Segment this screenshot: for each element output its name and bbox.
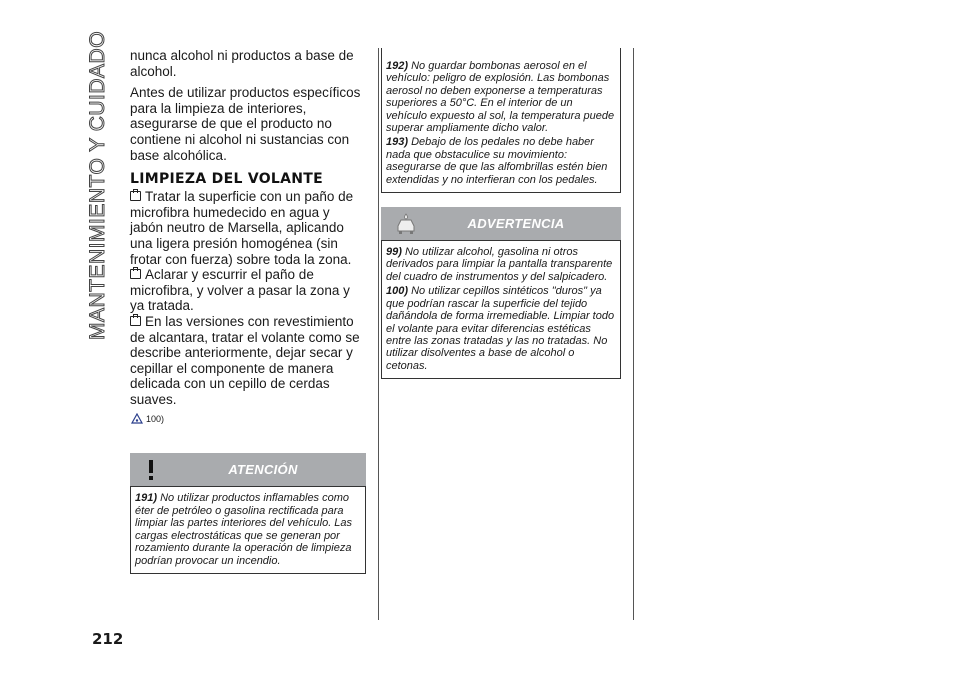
attention-header (130, 453, 366, 486)
attention-box (130, 486, 366, 573)
list-item (130, 314, 366, 408)
note (386, 285, 616, 372)
list-item-text: Tratar la superficie con un paño de microfibra humedecido en agua y jabón neutro de Marsella, aplicando una ligera presión homogénea (sin frotar con fuerza) sobre toda la zona. (130, 189, 354, 267)
notes-box (381, 48, 621, 193)
exclamation-triangle-icon (144, 458, 158, 482)
list-item (130, 267, 366, 314)
car-bullet-icon (130, 316, 141, 326)
note-text: No utilizar alcohol, gasolina ni otros derivados para limpiar la pantalla transparente del cuadro de instrumentos y del salpicadero. (386, 246, 613, 283)
note-number: 193) (386, 136, 409, 149)
note-text: No utilizar productos inflamables como éter de petróleo o gasolina rectificada para limpiar las partes interiores del vehículo. Las cargas electrostáticas que se generan por rozamiento durante la operación de limpieza podrían provocar un incendio. (135, 492, 353, 567)
note (386, 136, 616, 186)
car-ref-icon (130, 413, 144, 425)
warning-title: ADVERTENCIA (467, 216, 565, 232)
paragraph: Antes de utilizar productos específicos para la limpieza de interiores, asegurarse de que el producto no contiene ni alcohol ni sustancias con base alcohólica. (130, 85, 361, 163)
note-text: No utilizar cepillos sintéticos "duros" ya que podrían rascar la superficie del tejido dañándola de forma irremediable. Limpiar todo el volante para evitar diferencias estéticas entre las zonas tratadas y las no tratadas. No utilizar disolventes a base de alcohol o cetonas. (386, 285, 615, 372)
car-oil-icon (395, 212, 417, 236)
sidebar (86, 30, 110, 340)
car-bullet-icon (130, 191, 141, 201)
warning-box (381, 240, 621, 379)
column-divider (378, 48, 379, 620)
list-item-text: Aclarar y escurrir el paño de microfibra, y volver a pasar la zona y ya tratada. (130, 267, 350, 314)
note-number: 192) (386, 60, 409, 72)
attention-title: ATENCIÓN (228, 462, 298, 478)
note (135, 492, 361, 566)
warning-header (381, 207, 621, 240)
note-reference (130, 413, 366, 425)
car-bullet-icon (130, 269, 141, 279)
sidebar-title: MANTENIMIENTO Y CUIDADO (86, 30, 109, 340)
column-right (381, 48, 621, 379)
page-number: 212 (92, 630, 124, 648)
note-text: No guardar bombonas aerosol en el vehículo: peligro de explosión. Las bombonas aerosol no deben exponerse a temperaturas superiores a 50°C. En el interior de un vehículo expuesto al sol, la temperatura puede superar ampliamente dicho valor. (386, 60, 615, 135)
column-divider (633, 48, 634, 620)
paragraph: nunca alcohol ni productos a base de alcohol. (130, 48, 354, 79)
column-left (130, 48, 366, 574)
list-item-text: En las versiones con revestimiento de alcantara, tratar el volante como se describe anteriormente, dejar secar y cepillar el componente de manera delicada con un cepillo de cerdas suaves. (130, 313, 360, 407)
section-title: LIMPIEZA DEL VOLANTE (130, 171, 324, 188)
note-text: Debajo de los pedales no debe haber nada que obstaculice su movimiento: asegurarse de que las alfombrillas estén bien extendidas y no interfieran con los pedales. (386, 136, 608, 186)
list-item (130, 189, 366, 267)
note-number: 191) (135, 492, 158, 505)
note-reference-label: 100) (146, 414, 165, 425)
note-number: 100) (386, 285, 409, 298)
note (386, 60, 616, 134)
note (386, 246, 616, 283)
note-number: 99) (386, 246, 402, 259)
